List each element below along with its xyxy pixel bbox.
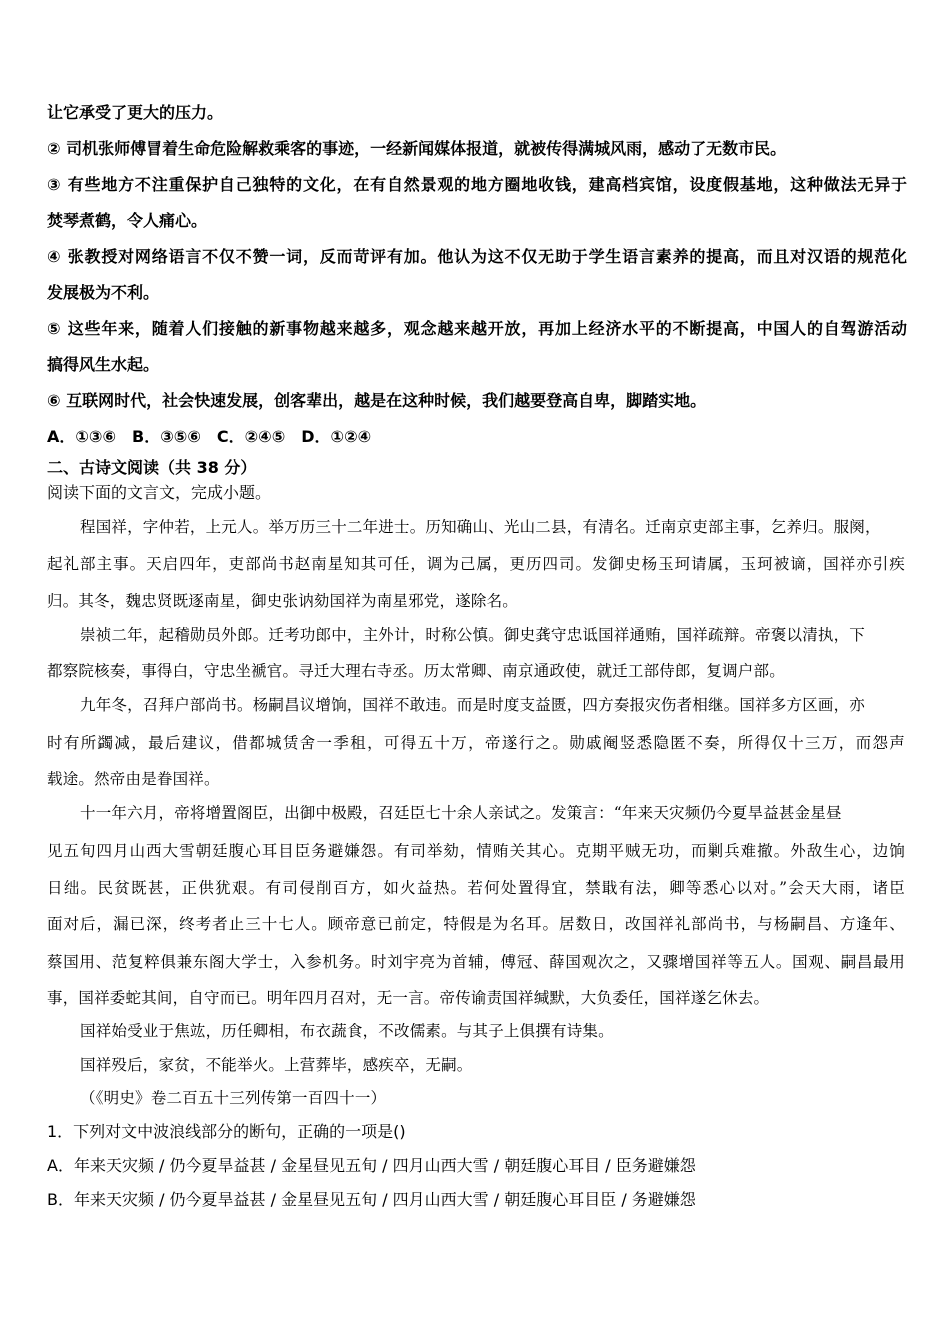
- passage-line: 日绌。民贫既甚，正供犹艰。有司侵削百方，如火益热。若何处置得宜，禁戢有法，卿等悉心以对。”会天大雨，诸臣: [47, 879, 905, 897]
- text-line: ② 司机张师傅冒着生命危险解救乘客的事迹，一经新闻媒体报道，就被传得满城风雨，感动了无数市民。: [47, 139, 787, 158]
- option-b: B．年来天灾频 / 仍今夏旱益甚 / 金星昼见五旬 / 四月山西大雪 / 朝廷腹心耳目臣 / 务避嫌怨: [47, 1190, 696, 1209]
- answer-options: A．①③⑥ B．③⑤⑥ C．②④⑤ D．①②④: [47, 427, 372, 446]
- text-line: ⑤ 这些年来，随着人们接触的新事物越来越多，观念越来越开放，再加上经济水平的不断提高，中国人的自驾游活动: [47, 319, 907, 338]
- text-line: ④ 张教授对网络语言不仅不赞一词，反而苛评有加。他认为这不仅无助于学生语言素养的提高，而且对汉语的规范化: [47, 247, 907, 266]
- passage-line: 程国祥，字仲若，上元人。举万历三十二年进士。历知确山、光山二县，有清名。迁南京吏部主事，乞养归。服阕，: [80, 518, 881, 536]
- instruction-text: 阅读下面的文言文，完成小题。: [47, 483, 272, 502]
- passage-line: 国祥始受业于焦竑，历任卿相，布衣蔬食，不改儒素。与其子上俱撰有诗集。: [80, 1022, 614, 1040]
- passage-line: 时有所蠲减，最后建议，借都城赁舍一季租，可得五十万，帝遂行之。勋戚阉竖悉隐匿不奏，所得仅十三万，而怨声: [47, 734, 905, 752]
- passage-line: 都察院核奏，事得白，守忠坐褫官。寻迁大理右寺丞。历太常卿、南京通政使，就迁工部侍郎，复调户部。: [47, 662, 785, 680]
- option-a: A．年来天灾频 / 仍今夏旱益甚 / 金星昼见五旬 / 四月山西大雪 / 朝廷腹心耳目 / 臣务避嫌怨: [47, 1156, 696, 1175]
- passage-line: 起礼部主事。天启四年，吏部尚书赵南星知其可任，调为己属，更历四司。发御史杨玉珂请属，玉珂被谪，国祥亦引疾: [47, 555, 905, 573]
- text-line: ③ 有些地方不注重保护自己独特的文化，在有自然景观的地方圈地收钱，建高档宾馆，设度假基地，这种做法无异于: [47, 175, 907, 194]
- passage-line: 蔡国用、范复粹俱兼东阁大学士，入参机务。时刘宇亮为首辅，傅冠、薛国观次之，又骤增国祥等五人。国观、嗣昌最用: [47, 953, 905, 971]
- text-line: 发展极为不利。: [47, 283, 160, 302]
- passage-line: 见五旬四月山西大雪朝廷腹心耳目臣务避嫌怨。有司举劾，情贿关其心。克期平贼无功，而剿兵难撤。外敌生心，边饷: [47, 842, 905, 860]
- passage-line: 崇祯二年，起稽勋员外郎。迁考功郎中，主外计，时称公慎。御史龚守忠诋国祥通贿，国祥疏辩。帝褒以清执，下: [80, 626, 866, 644]
- passage-line: 事，国祥委蛇其间，自守而已。明年四月召对，无一言。帝传谕责国祥缄默，大负委任，国祥遂乞休去。: [47, 989, 770, 1007]
- passage-line: 面对后，漏已深，终考者止三十七人。顾帝意已前定，特假是为名耳。居数日，改国祥礼部尚书，与杨嗣昌、方逢年、: [47, 915, 905, 933]
- text-line: ⑥ 互联网时代，社会快速发展，创客辈出，越是在这种时候，我们越要登高自卑，脚踏实地。: [47, 391, 707, 410]
- passage-source: （《明史》卷二百五十三列传第一百四十一）: [80, 1089, 387, 1107]
- passage-line: 国祥殁后，家贫，不能举火。上营葬毕，感疾卒，无嗣。: [80, 1056, 473, 1074]
- passage-line: 十一年六月，帝将增置阁臣，出御中极殿，召廷臣七十余人亲试之。发策言：“年来天灾频仍今夏旱益甚金星昼: [80, 804, 842, 822]
- passage-line: 九年冬，召拜户部尚书。杨嗣昌议增饷，国祥不敢违。而是时度支益匮，四方奏报灾伤者相继。国祥多方区画，亦: [80, 696, 866, 714]
- question-stem: 1．下列对文中波浪线部分的断句，正确的一项是(): [47, 1122, 406, 1141]
- passage-line: 归。其冬，魏忠贤既逐南星，御史张讷劾国祥为南星邪党，遂除名。: [47, 592, 519, 610]
- passage-line: 载途。然帝由是眷国祥。: [47, 770, 220, 788]
- section-heading: 二、古诗文阅读（共 38 分）: [47, 458, 257, 477]
- text-line: 让它承受了更大的压力。: [47, 103, 224, 122]
- text-line: 焚琴煮鹤，令人痛心。: [47, 211, 208, 230]
- text-line: 搞得风生水起。: [47, 355, 160, 374]
